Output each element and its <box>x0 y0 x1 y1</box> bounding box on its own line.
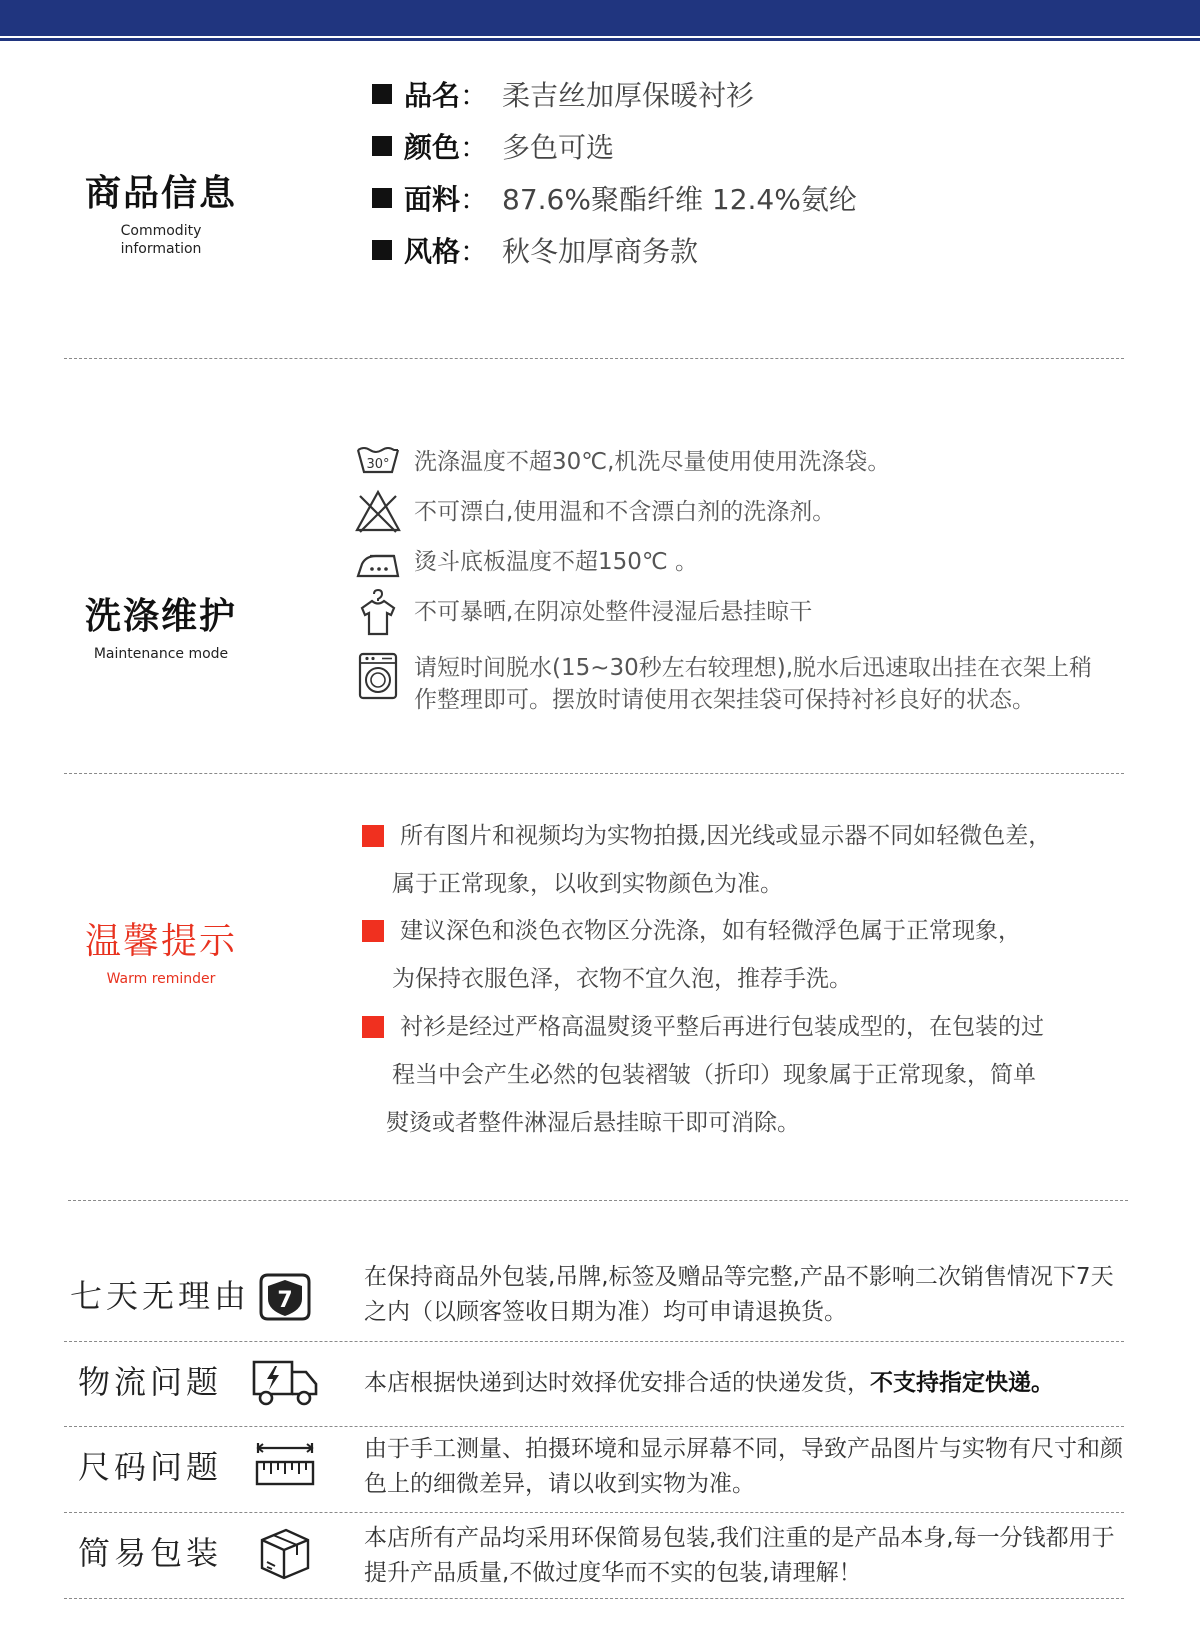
info-key: 面料 <box>404 183 461 216</box>
info-row-style <box>372 230 698 270</box>
product-info-subtitle: Commodity information <box>120 223 202 257</box>
care-item-bleach <box>354 488 835 536</box>
care-item-iron <box>354 538 698 586</box>
care-item-wash <box>354 438 890 486</box>
info-row-color <box>372 126 614 166</box>
reminder-subtitle: Warm reminder <box>106 971 216 987</box>
service-title-size: 尺码问题 <box>78 1448 223 1486</box>
service-text-seven-day: 在保持商品外包装,吊牌,标签及赠品等完整,产品不影响二次销售情况下7天之内（以顾客签收日期为准）均可申请退换货。 <box>364 1264 1114 1325</box>
product-info-heading <box>80 172 242 258</box>
reminder-bullet-icon <box>362 825 384 847</box>
product-info-title: 商品信息 <box>84 173 237 214</box>
care-text: 不可漂白,使用温和不含漂白剂的洗涤剂。 <box>414 499 836 525</box>
bullet-square-icon <box>372 84 392 104</box>
section-divider <box>64 773 1124 774</box>
service-text-logistics-bold: 不支持指定快递。 <box>870 1370 1054 1396</box>
care-text: 洗涤温度不超30℃,机洗尽量使用使用洗涤袋。 <box>414 449 891 475</box>
service-title-logistics: 物流问题 <box>78 1363 223 1401</box>
care-text: 不可暴晒,在阴凉处整件浸湿后悬挂晾干 <box>414 599 813 625</box>
info-key: 品名 <box>404 79 461 112</box>
care-item-spin <box>354 652 1094 716</box>
info-value: 柔吉丝加厚保暖衬衫 <box>502 79 755 112</box>
delivery-truck-icon <box>250 1356 320 1408</box>
service-divider <box>64 1598 1124 1599</box>
info-colon: ： <box>460 79 489 112</box>
service-text-logistics-plain: 本店根据快递到达时效择优安排合适的快递发货， <box>364 1370 870 1396</box>
section-divider <box>68 1200 1128 1201</box>
no-bleach-icon <box>354 488 402 536</box>
service-text-size: 由于手工测量、拍摄环境和显示屏幕不同，导致产品图片与实物有尺寸和颜色上的细微差异，请以收到实物为准。 <box>364 1436 1123 1497</box>
washing-machine-icon <box>354 652 402 700</box>
care-text: 烫斗底板温度不超150℃ 。 <box>414 549 699 575</box>
service-divider <box>64 1426 1124 1427</box>
ruler-icon <box>254 1442 316 1494</box>
reminder-line: 属于正常现象，以收到实物颜色为准。 <box>392 871 783 897</box>
service-title-seven-day: 七天无理由 <box>70 1277 251 1315</box>
bullet-square-icon <box>372 240 392 260</box>
reminder-bullet-icon <box>362 1016 384 1038</box>
header-underline <box>0 38 1200 41</box>
section-divider <box>64 358 1124 359</box>
care-title: 洗涤维护 <box>84 596 237 637</box>
service-divider <box>64 1341 1124 1342</box>
info-key: 颜色 <box>404 131 461 164</box>
iron-icon <box>354 538 402 586</box>
package-box-icon <box>256 1524 314 1582</box>
info-value: 87.6%聚酯纤维 12.4%氨纶 <box>502 183 857 216</box>
svg-text:30°: 30° <box>366 457 390 472</box>
header-bar <box>0 0 1200 36</box>
care-item-dry <box>354 588 812 636</box>
svg-text:7: 7 <box>277 1288 293 1313</box>
bullet-square-icon <box>372 188 392 208</box>
bullet-square-icon <box>372 136 392 156</box>
reminder-line: 建议深色和淡色衣物区分洗涤，如有轻微浮色属于正常现象， <box>400 918 1021 944</box>
reminder-title: 温馨提示 <box>84 921 237 962</box>
care-subtitle: Maintenance mode <box>93 646 229 662</box>
reminder-line: 所有图片和视频均为实物拍摄,因光线或显示器不同如轻微色差， <box>400 823 1052 849</box>
info-colon: ： <box>460 183 489 216</box>
service-text-packaging: 本店所有产品均采用环保简易包装,我们注重的是产品本身,每一分钱都用于提升产品质量,不做过度华而不实的包装,请理解！ <box>364 1525 1115 1586</box>
reminder-line: 为保持衣服色泽，衣物不宜久泡，推荐手洗。 <box>392 966 852 992</box>
reminder-line: 熨烫或者整件淋湿后悬挂晾干即可消除。 <box>386 1110 800 1136</box>
care-heading <box>80 595 242 663</box>
reminder-line: 程当中会产生必然的包装褶皱（折印）现象属于正常现象，简单 <box>392 1062 1036 1088</box>
info-colon: ： <box>460 131 489 164</box>
reminder-bullet-icon <box>362 920 384 942</box>
seven-day-badge-icon <box>258 1272 312 1322</box>
care-text: 请短时间脱水(15~30秒左右较理想),脱水后迅速取出挂在衣架上稍作整理即可。摆放时请使用衣架挂袋可保持衬衫良好的状态。 <box>414 655 1093 713</box>
info-value: 多色可选 <box>502 131 615 164</box>
info-key: 风格 <box>404 235 461 268</box>
info-row-name <box>372 74 754 114</box>
hang-dry-icon <box>354 588 402 636</box>
info-colon: ： <box>460 235 489 268</box>
service-title-packaging: 简易包装 <box>78 1534 223 1572</box>
info-row-fabric <box>372 178 857 218</box>
wash-30-icon <box>354 438 402 486</box>
info-value: 秋冬加厚商务款 <box>502 235 699 268</box>
reminder-heading <box>80 920 242 988</box>
service-divider <box>64 1512 1124 1513</box>
service-text-logistics <box>364 1366 1134 1401</box>
reminder-line: 衬衫是经过严格高温熨烫平整后再进行包装成型的，在包装的过 <box>400 1014 1044 1040</box>
